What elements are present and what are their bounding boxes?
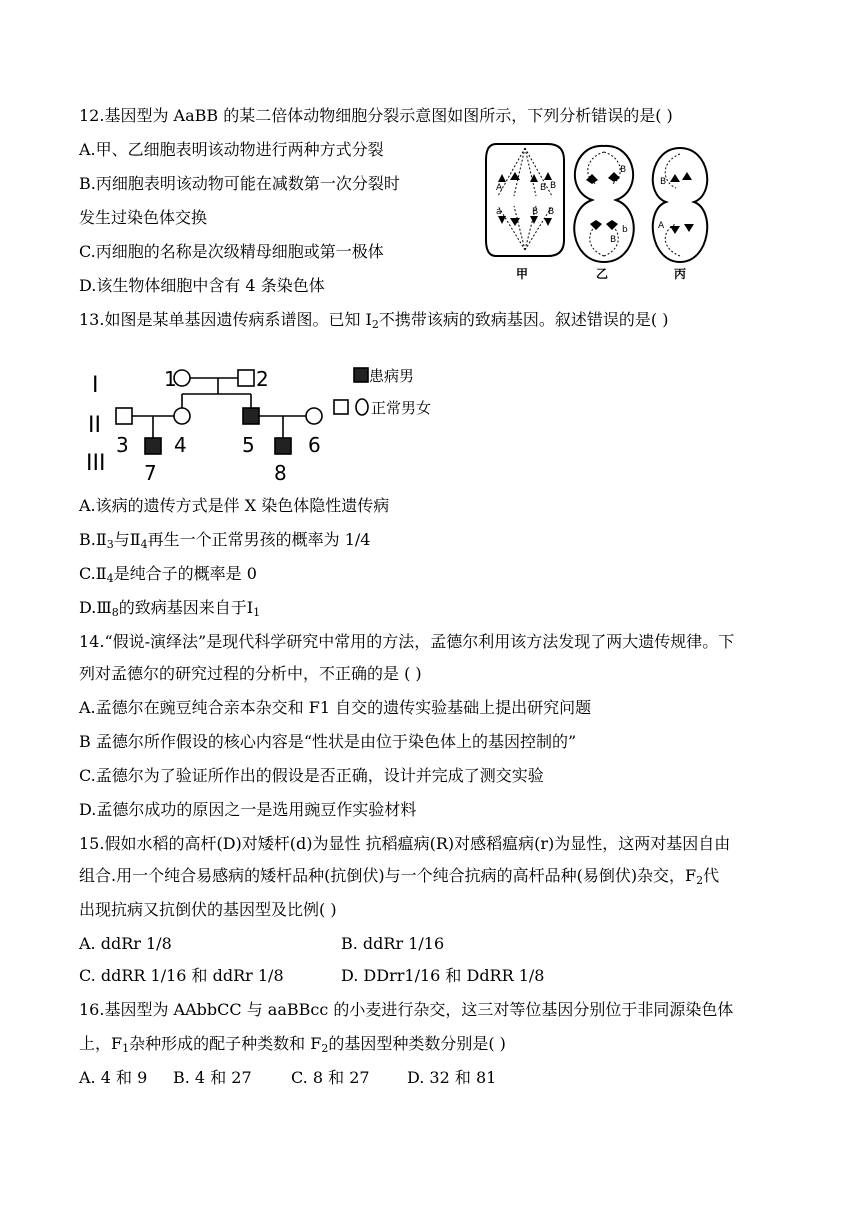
legend-normal-female-symbol <box>356 399 368 415</box>
q14-option-a: A.孟德尔在豌豆纯合亲本杂交和 F1 自交的遗传实验基础上提出研究问题 <box>79 698 592 717</box>
q14-stem-line2: 列对孟德尔的研究过程的分析中，不正确的是 ( ) <box>79 664 422 683</box>
q12-option-a: A.甲、乙细胞表明该动物进行两种方式分裂 <box>79 140 384 159</box>
legend-affected-label: 患病男 <box>369 367 415 385</box>
individual-i2 <box>238 370 254 386</box>
q13-option-c: $C.Ⅱ_4$是纯合子的概率是 0 <box>79 564 257 585</box>
svg-text:b: b <box>622 225 628 235</box>
cell-division-figure <box>484 138 732 282</box>
generation-label-iii: III <box>86 451 106 476</box>
svg-text:B: B <box>610 235 617 245</box>
generation-label-ii: II <box>88 413 101 438</box>
legend-affected-symbol <box>354 368 368 382</box>
individual-id-3: 3 <box>116 433 129 457</box>
q15-stem-line1: 15.假如水稻的高杆(D)对矮杆(d)为显性 抗稻瘟病(R)对感稻瘟病(r)为显性，这两对基因自由 <box>79 834 731 853</box>
individual-iii8 <box>275 438 291 454</box>
q16-option-c: C. 8 和 27 <box>291 1068 370 1087</box>
q12-stem: 12.基因型为 AaBB 的某二倍体动物细胞分裂示意图如图所示，下列分析错误的是( ) <box>79 106 673 125</box>
individual-id-2: 2 <box>256 367 269 391</box>
individual-ii6 <box>306 408 322 424</box>
figure-label-jia: 甲 <box>516 267 529 281</box>
svg-text:a: a <box>496 207 502 217</box>
cell-yi-outline <box>574 146 633 262</box>
legend-normal-male-symbol <box>334 400 348 414</box>
q12-option-c: C.丙细胞的名称是次级精母细胞或第一极体 <box>79 242 384 261</box>
q14-option-d: D.孟德尔成功的原因之一是选用豌豆作实验材料 <box>79 800 417 819</box>
q13-option-a: A.该病的遗传方式是伴 X 染色体隐性遗传病 <box>79 496 390 515</box>
generation-label-i: I <box>92 373 99 398</box>
svg-text:B: B <box>540 183 547 193</box>
svg-text:B: B <box>532 207 539 217</box>
q14-stem-line1: 14.“假说-演绎法”是现代科学研究中常用的方法，孟德尔利用该方法发现了两大遗传规律。下 <box>79 632 735 651</box>
q16-stem-line2: 上，$F_1$杂种形成的配子种类数和 $F_2$的基因型种类数分别是( ) <box>79 1034 506 1055</box>
q12-option-d: D.该生物体细胞中含有 4 条染色体 <box>79 276 325 295</box>
individual-id-7: 7 <box>144 461 157 484</box>
svg-text:A: A <box>658 221 665 231</box>
individual-ii4 <box>174 408 190 424</box>
q16-option-d: D. 32 和 81 <box>407 1068 497 1087</box>
q12-option-b-cont: 发生过染色体交换 <box>79 208 208 227</box>
q15-stem-line2: 组合.用一个纯合易感病的矮杆品种(抗倒伏)与一个纯合抗病的高杆品种(易倒伏)杂交，$F_2$代 <box>79 866 720 887</box>
figure-label-yi: 乙 <box>596 267 609 281</box>
q15-stem-line3: 出现抗病又抗倒伏的基因型及比例( ) <box>79 900 337 919</box>
svg-text:B: B <box>620 165 627 175</box>
svg-text:B: B <box>660 177 667 187</box>
svg-text:B: B <box>550 181 557 191</box>
q14-option-c: C.孟德尔为了验证所作出的假设是否正确，设计并完成了测交实验 <box>79 766 544 785</box>
q12-option-b: B.丙细胞表明该动物可能在减数第一次分裂时 <box>79 174 400 193</box>
q13-option-d: $D.Ⅲ_8$的致病基因来自于$I_1$ <box>79 598 261 619</box>
q16-option-a: A. 4 和 9 <box>79 1068 148 1087</box>
individual-id-4: 4 <box>174 433 187 457</box>
q15-option-b: B. ddRr 1/16 <box>341 934 445 953</box>
individual-ii3 <box>116 408 132 424</box>
q16-stem-line1: 16.基因型为 AAbbCC 与 aaBBcc 的小麦进行杂交，这三对等位基因分别位于非同源染色体 <box>79 1000 734 1019</box>
q13-option-b: $B.Ⅱ_3$与$Ⅱ_4$再生一个正常男孩的概率为 1/4 <box>79 530 371 551</box>
cell-bing-outline <box>653 148 707 262</box>
q15-option-c: C. ddRR 1/16 和 ddRr 1/8 <box>79 966 284 985</box>
q15-option-a: A. ddRr 1/8 <box>79 934 172 953</box>
individual-id-6: 6 <box>308 433 321 457</box>
q13-stem: 13.如图是某单基因遗传病系谱图。已知 $I_2$不携带该病的致病基因。叙述错误的是( ) <box>79 310 669 331</box>
individual-ii5 <box>243 408 259 424</box>
q16-option-b: B. 4 和 27 <box>173 1068 252 1087</box>
q15-option-d: D. DDrr1/16 和 DdRR 1/8 <box>341 966 545 985</box>
individual-id-5: 5 <box>242 433 255 457</box>
figure-label-bing: 丙 <box>674 267 687 281</box>
pedigree-chart <box>86 360 456 484</box>
svg-text:A: A <box>496 183 503 193</box>
individual-iii7 <box>145 438 161 454</box>
svg-text:B: B <box>548 207 555 217</box>
q14-option-b: B 孟德尔所作假设的核心内容是“性状是由位于染色体上的基因控制的” <box>79 732 577 751</box>
cell-jia-outline <box>486 144 564 256</box>
individual-id-1: 1 <box>164 367 177 391</box>
individual-id-8: 8 <box>274 461 287 484</box>
legend-normal-label: 正常男女 <box>371 399 432 417</box>
